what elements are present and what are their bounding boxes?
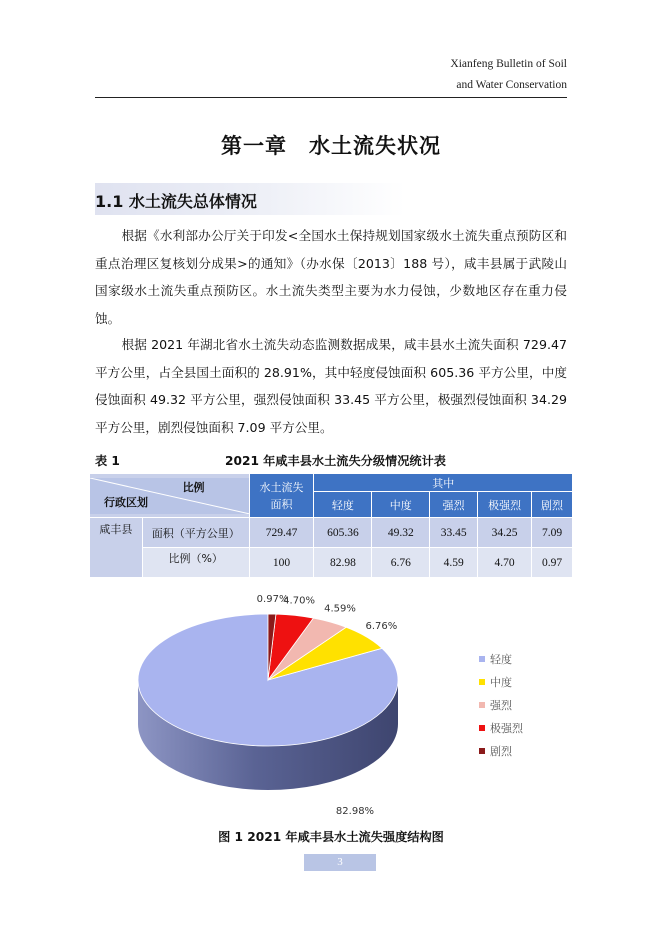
col-header-intense: 强烈 xyxy=(430,492,478,518)
table-caption-number: 表 1 xyxy=(95,454,120,468)
legend-swatch xyxy=(479,656,485,662)
legend-entry: 中度 xyxy=(490,676,512,689)
legend-entry: 极强烈 xyxy=(490,722,523,735)
table-row xyxy=(90,518,573,548)
legend-swatch xyxy=(479,748,485,754)
ratio-total-cell: 100 xyxy=(249,548,314,578)
pie-chart xyxy=(118,592,548,822)
chapter-number: 第一章 xyxy=(221,134,287,158)
table-cell: 82.98 xyxy=(314,548,372,578)
page-number: 3 xyxy=(304,854,376,871)
table-caption-title: 2021 年咸丰县水土流失分级情况统计表 xyxy=(225,454,446,468)
header-rule xyxy=(95,97,567,98)
row-label-area: 面积（平方公里） xyxy=(142,518,249,548)
table-cell: 7.09 xyxy=(532,518,573,548)
col-header-light: 轻度 xyxy=(314,492,372,518)
legend-entry: 轻度 xyxy=(490,653,512,666)
paragraph-2: 根据 2021 年湖北省水土流失动态监测数据成果，咸丰县水土流失面积 729.47 平方公里，占全县国土面积的 28.91%，其中轻度侵蚀面积 605.36 平方公里，中度侵蚀面积 49.32 平方公里，强烈侵蚀面积 33.45 平方公里，极强烈侵蚀面积 34.29 平方公里，剧烈侵蚀面积 7.09 平方公里。 xyxy=(95,337,567,435)
county-cell: 咸丰县 xyxy=(90,518,143,578)
chapter-name: 水土流失状况 xyxy=(309,134,441,158)
header-line-2: and Water Conservation xyxy=(456,79,567,91)
legend-swatch xyxy=(479,702,485,708)
header-line-1: Xianfeng Bulletin of Soil xyxy=(450,58,567,70)
table-cell: 34.25 xyxy=(478,518,532,548)
table-cell: 605.36 xyxy=(314,518,372,548)
row-label-ratio: 比例（%） xyxy=(142,548,249,578)
table-cell: 33.45 xyxy=(430,518,478,548)
col-header-severe: 剧烈 xyxy=(532,492,573,518)
corner-top-label: 比例 xyxy=(182,480,205,494)
figure-caption: 图 1 2021 年咸丰县水土流失强度结构图 xyxy=(218,830,444,844)
col-header-very-intense: 极强烈 xyxy=(478,492,532,518)
area-total-cell: 729.47 xyxy=(249,518,314,548)
table-cell: 49.32 xyxy=(372,518,430,548)
legend-entry: 剧烈 xyxy=(490,745,512,758)
table-cell: 4.59 xyxy=(430,548,478,578)
table-cell: 0.97 xyxy=(532,548,573,578)
group-header: 其中 xyxy=(314,474,573,492)
table-corner-cell xyxy=(90,474,250,518)
section-title: 1.1 水土流失总体情况 xyxy=(95,192,257,211)
col-header-moderate: 中度 xyxy=(372,492,430,518)
pie-data-label: 4.70% xyxy=(283,595,315,607)
running-header xyxy=(450,54,567,96)
pie-data-label: 6.76% xyxy=(365,620,398,632)
table-row xyxy=(90,548,573,578)
erosion-table xyxy=(89,473,573,578)
legend-entry: 强烈 xyxy=(490,699,512,712)
table-cell: 6.76 xyxy=(372,548,430,578)
pie-data-label: 4.59% xyxy=(324,603,356,615)
chapter-title xyxy=(0,130,662,160)
section-heading-band xyxy=(95,183,405,215)
legend-swatch xyxy=(479,679,485,685)
table-cell: 4.70 xyxy=(478,548,532,578)
legend-swatch xyxy=(479,725,485,731)
area-header: 水土流失面积 xyxy=(249,474,314,518)
pie-data-label: 0.97% xyxy=(256,594,289,606)
corner-bottom-label: 行政区划 xyxy=(104,495,148,509)
paragraph-1: 根据《水利部办公厅关于印发<全国水土保持规划国家级水土流失重点预防区和重点治理区复核划分成果>的通知》（办水保〔2013〕188 号），咸丰县属于武陵山国家级水土流失重点预防区。水土流失类型主要为水力侵蚀，少数地区存在重力侵蚀。 xyxy=(95,228,567,326)
pie-data-label: 82.98% xyxy=(335,806,375,817)
